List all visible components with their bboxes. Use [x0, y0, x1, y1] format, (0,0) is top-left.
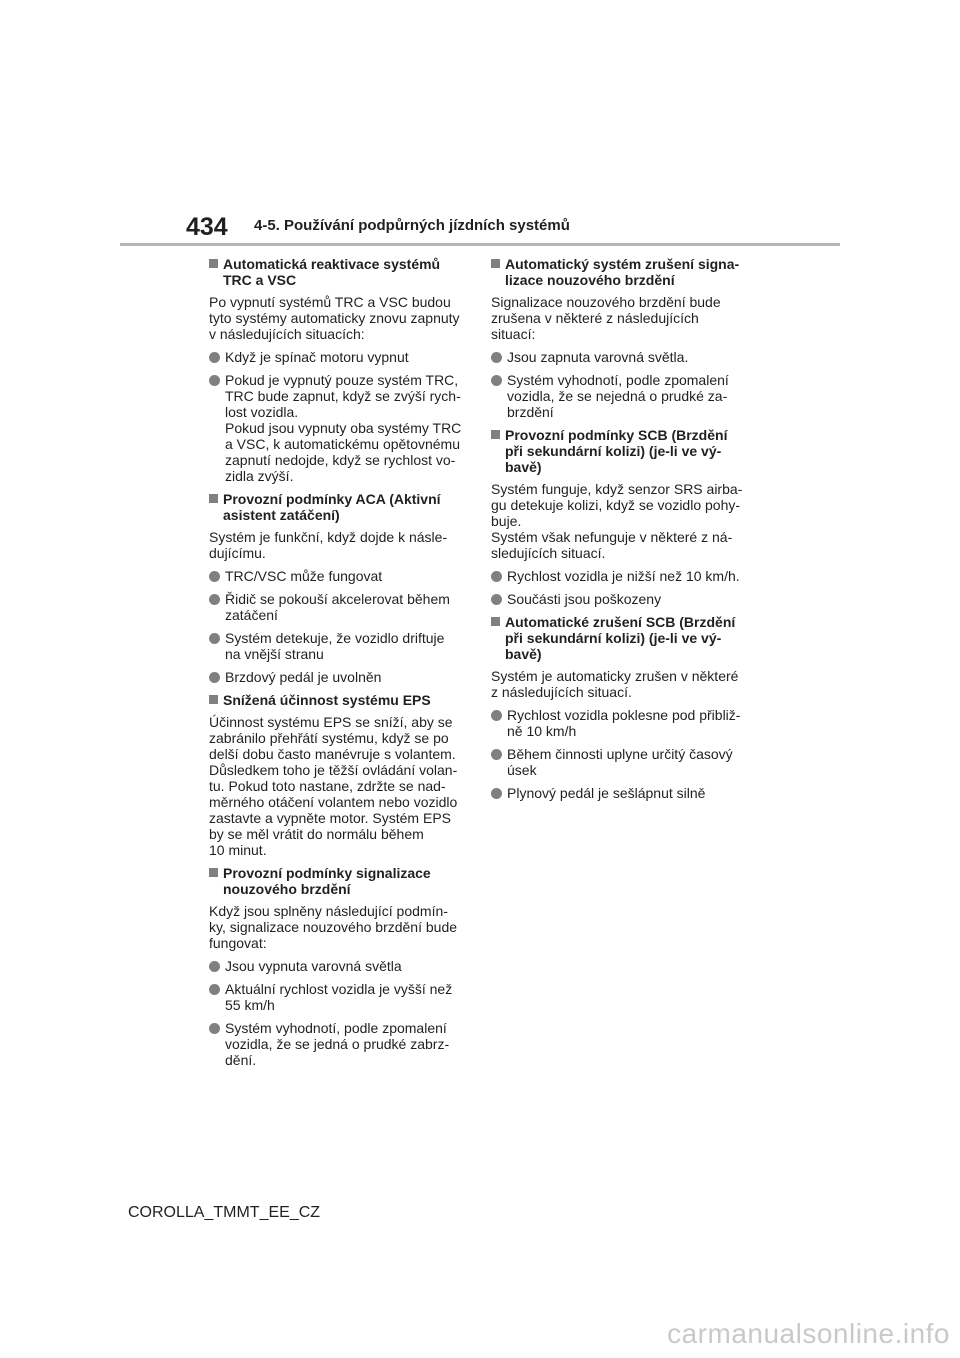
- list-item-text: Rychlost vozidla poklesne pod přibliž- ně 10 km/h: [507, 707, 741, 739]
- paragraph: Systém funguje, když senzor SRS airba- gu detekuje kolizi, když se vozidlo pohy- buje. Systém však nefunguje v některé z ná- sledujících situací.: [491, 481, 743, 561]
- header-divider: [120, 243, 840, 246]
- paragraph: Když jsou splněny následující podmín- ky, signalizace nouzového brzdění bude fungovat:: [209, 903, 458, 951]
- list-item-text: Když je spínač motoru vypnut: [225, 349, 409, 365]
- list-item: [491, 707, 751, 739]
- paragraph: Systém je funkční, když dojde k násle- dujícímu.: [209, 529, 448, 561]
- round-bullet-icon: [209, 571, 220, 582]
- list-item-text: Pokud je vypnutý pouze systém TRC, TRC bude zapnut, když se zvýší rych- lost vozidla. Pokud jsou vypnuty oba systémy TRC a VSC, k automatickému opětovnému zapnutí nedojde, když se rychlost vo- zidla zvýší.: [225, 372, 462, 484]
- paragraph: Signalizace nouzového brzdění bude zrušena v některé z následujících situací:: [491, 294, 721, 342]
- round-bullet-icon: [491, 749, 502, 760]
- list-item-text: Systém detekuje, že vozidlo driftuje na vnější stranu: [225, 630, 445, 662]
- round-bullet-icon: [491, 710, 502, 721]
- section-heading: [491, 256, 751, 288]
- square-bullet-icon: [209, 259, 218, 268]
- square-bullet-icon: [491, 617, 500, 626]
- round-bullet-icon: [209, 633, 220, 644]
- square-bullet-icon: [209, 494, 218, 503]
- round-bullet-icon: [209, 961, 220, 972]
- round-bullet-icon: [491, 352, 502, 363]
- list-item-text: Systém vyhodnotí, podle zpomalení vozidla, že se nejedná o prudké za- brzdění: [507, 372, 729, 420]
- list-item-text: Řidič se pokouší akcelerovat během zatáčení: [225, 591, 450, 623]
- list-item: [491, 746, 751, 778]
- list-item: [209, 568, 469, 584]
- watermark: carmanualsonline.info: [667, 1318, 950, 1349]
- list-item: [209, 591, 469, 623]
- paragraph: Účinnost systému EPS se sníží, aby se zabránilo přehřátí systému, když se po delší dobu často manévruje s volantem. Důsledkem toho je těžší ovládání volan- tu. Pokud toto nastane, zdržte se nad- měrného otáčení volantem nebo vozidlo zastavte a vypněte motor. Systém EPS by se měl vrátit do normálu během 10 minut.: [209, 714, 458, 858]
- round-bullet-icon: [491, 571, 502, 582]
- section-heading-text: Automatický systém zrušení signa- lizace nouzového brzdění: [505, 256, 740, 288]
- section-heading: [209, 692, 469, 708]
- section-title: 4-5. Používání podpůrných jízdních systémů: [254, 217, 570, 234]
- square-bullet-icon: [209, 695, 218, 704]
- list-item: [491, 568, 751, 584]
- list-item: [491, 349, 751, 365]
- round-bullet-icon: [209, 594, 220, 605]
- section-heading: [209, 256, 469, 288]
- section-heading: [209, 491, 469, 523]
- round-bullet-icon: [491, 594, 502, 605]
- list-item: [491, 591, 751, 607]
- list-item-text: Jsou vypnuta varovná světla: [225, 958, 402, 974]
- list-item-text: Plynový pedál je sešlápnut silně: [507, 785, 706, 801]
- round-bullet-icon: [209, 1023, 220, 1034]
- list-item: [209, 958, 469, 974]
- list-item: [491, 785, 751, 801]
- section-heading-text: Provozní podmínky SCB (Brzdění při sekundární kolizi) (je-li ve vý- bavě): [505, 427, 728, 475]
- list-item: [209, 669, 469, 685]
- document-code: COROLLA_TMMT_EE_CZ: [128, 1204, 321, 1221]
- list-item-text: Součásti jsou poškozeny: [507, 591, 662, 607]
- square-bullet-icon: [491, 430, 500, 439]
- list-item: [209, 349, 469, 365]
- square-bullet-icon: [209, 868, 218, 877]
- list-item-text: Rychlost vozidla je nižší než 10 km/h.: [507, 568, 740, 584]
- square-bullet-icon: [491, 259, 500, 268]
- paragraph: Po vypnutí systémů TRC a VSC budou tyto systémy automaticky znovu zapnuty v následujících situacích:: [209, 294, 460, 342]
- list-item: [209, 630, 469, 662]
- section-heading-text: Snížená účinnost systému EPS: [223, 692, 431, 708]
- left-column: [209, 256, 469, 1075]
- section-heading: [209, 865, 469, 897]
- list-item-text: Během činnosti uplyne určitý časový úsek: [507, 746, 733, 778]
- list-item-text: TRC/VSC může fungovat: [225, 568, 383, 584]
- list-item-text: Systém vyhodnotí, podle zpomalení vozidla, že se jedná o prudké zabrz- dění.: [225, 1020, 450, 1068]
- round-bullet-icon: [209, 672, 220, 683]
- list-item-text: Aktuální rychlost vozidla je vyšší než 55 km/h: [225, 981, 453, 1013]
- round-bullet-icon: [209, 984, 220, 995]
- list-item: [209, 981, 469, 1013]
- list-item-text: Jsou zapnuta varovná světla.: [507, 349, 689, 365]
- list-item: [209, 372, 469, 484]
- round-bullet-icon: [491, 788, 502, 799]
- section-heading: [491, 427, 751, 475]
- round-bullet-icon: [491, 375, 502, 386]
- section-heading-text: Provozní podmínky ACA (Aktivní asistent zatáčení): [223, 491, 441, 523]
- section-heading-text: Automatické zrušení SCB (Brzdění při sekundární kolizi) (je-li ve vý- bavě): [505, 614, 736, 662]
- list-item: [209, 1020, 469, 1068]
- page-number: 434: [186, 213, 228, 241]
- section-heading: [491, 614, 751, 662]
- paragraph: Systém je automaticky zrušen v některé z následujících situací.: [491, 668, 739, 700]
- list-item-text: Brzdový pedál je uvolněn: [225, 669, 382, 685]
- section-heading-text: Provozní podmínky signalizace nouzového brzdění: [223, 865, 431, 897]
- round-bullet-icon: [209, 352, 220, 363]
- list-item: [491, 372, 751, 420]
- round-bullet-icon: [209, 375, 220, 386]
- section-heading-text: Automatická reaktivace systémů TRC a VSC: [223, 256, 441, 288]
- right-column: [491, 256, 751, 808]
